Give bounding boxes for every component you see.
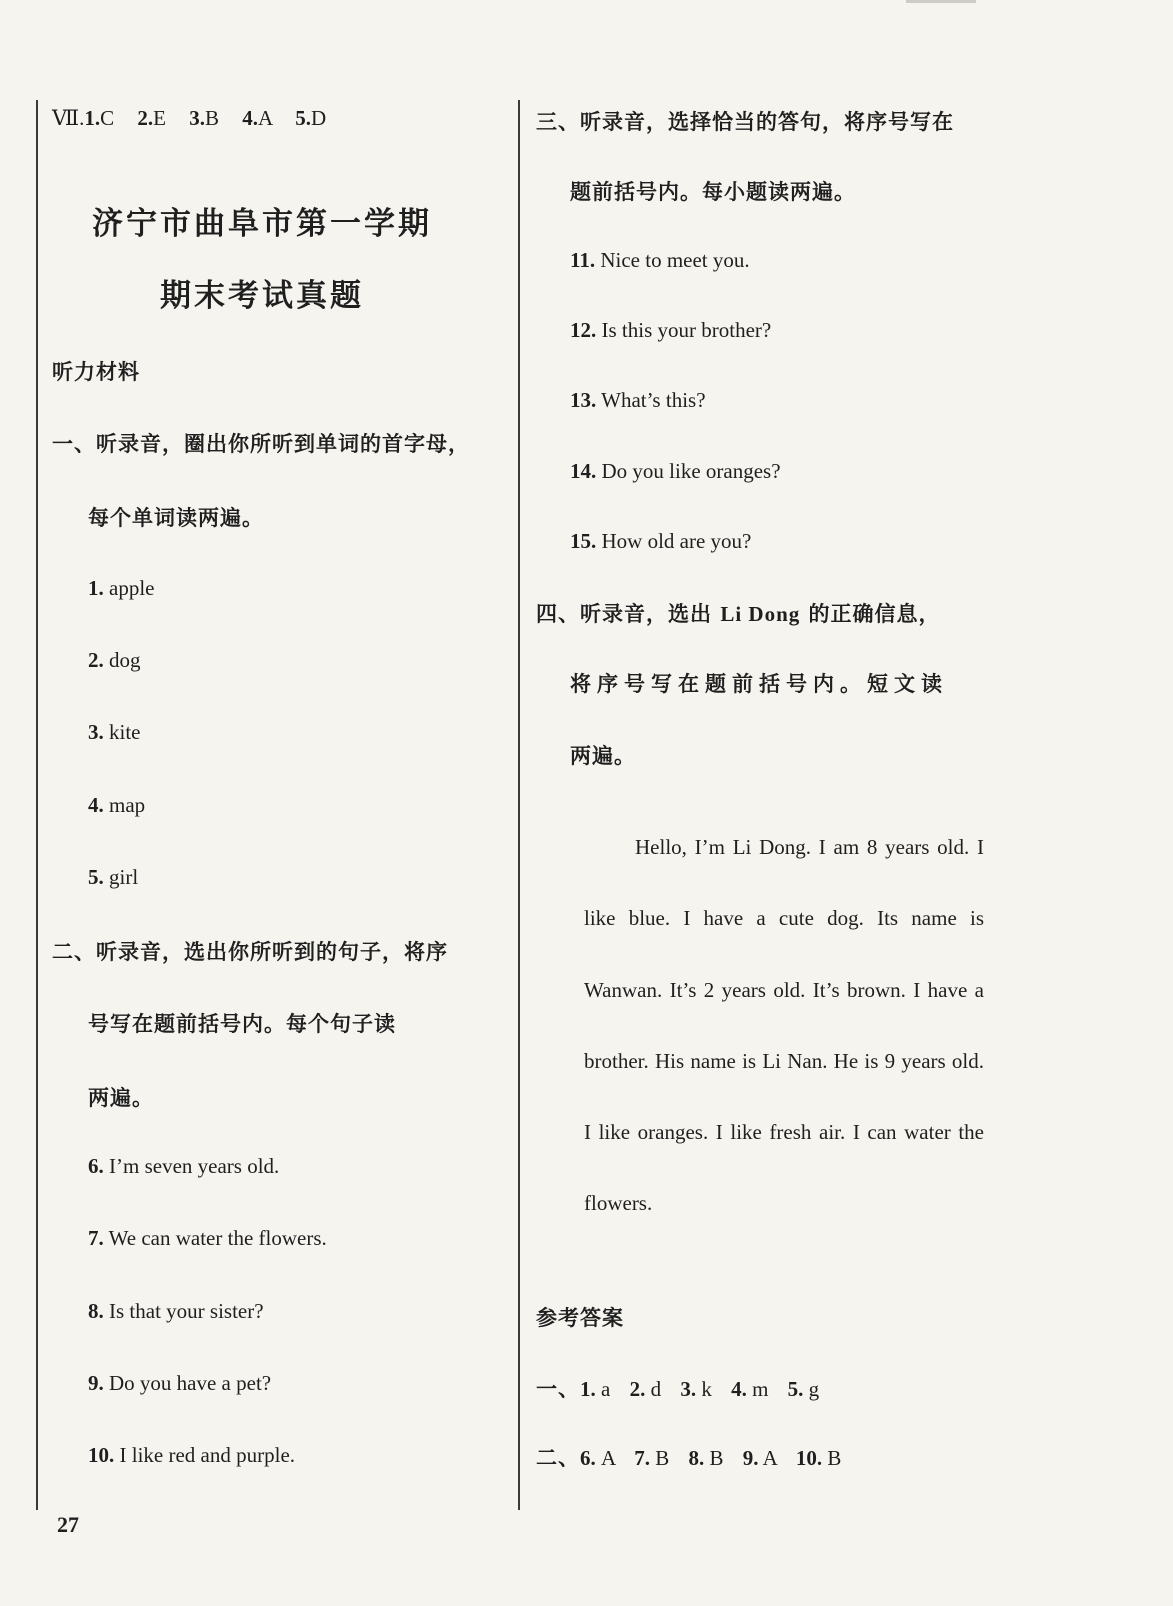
item-text: Is this your brother?	[601, 318, 772, 342]
answer-val: d	[650, 1377, 662, 1401]
left-margin-rule	[36, 100, 38, 1510]
item-text: Do you like oranges?	[601, 459, 781, 483]
list-item	[570, 459, 781, 484]
item-number: 14.	[570, 459, 597, 483]
answer-line-vii	[52, 106, 326, 131]
answer-val: B	[709, 1446, 724, 1470]
item-number: 2.	[88, 648, 104, 672]
item-text: How old are you?	[601, 529, 752, 553]
item-number: 12.	[570, 318, 597, 342]
answer-val: A	[257, 106, 272, 130]
answer-num: 10.	[795, 1446, 823, 1470]
item-text: I like red and purple.	[119, 1443, 296, 1467]
item-text: What’s this?	[601, 388, 706, 412]
exam-title-line1: 济宁市曲阜市第一学期	[92, 206, 432, 242]
list-item	[88, 1371, 271, 1396]
answer-row-2	[536, 1442, 841, 1472]
list-item	[88, 1226, 327, 1251]
part4-name: Li Dong	[720, 602, 801, 626]
item-text: We can water the flowers.	[108, 1226, 327, 1250]
item-number: 5.	[88, 865, 104, 889]
answer-val: B	[827, 1446, 842, 1470]
list-item	[88, 720, 141, 745]
item-text: map	[109, 793, 146, 817]
item-text: I’m seven years old.	[109, 1154, 280, 1178]
answer-num: 2.	[137, 106, 154, 130]
listening-passage: Hello, I’m Li Dong. I am 8 years old. I like blue. I have a cute dog. Its name is Wanwan. It’s 2 years old. It’s brown. I have a brother. His name is Li Nan. He is 9 years old. I like oranges. I like fresh air. I can water the flowers.	[584, 835, 984, 1216]
list-item	[570, 388, 706, 413]
item-number: 6.	[88, 1154, 104, 1178]
item-number: 3.	[88, 720, 104, 744]
item-number: 15.	[570, 529, 597, 553]
list-item	[88, 865, 138, 890]
list-item	[88, 576, 154, 601]
answer-val: C	[100, 106, 115, 130]
exam-title-line2: 期末考试真题	[160, 278, 364, 314]
item-text: Nice to meet you.	[600, 248, 750, 272]
item-text: apple	[109, 576, 155, 600]
list-item	[88, 648, 141, 673]
answer-row-prefix: 二、	[536, 1446, 580, 1470]
list-item	[88, 793, 145, 818]
page-number: 27	[57, 1512, 79, 1537]
answer-val: g	[808, 1377, 820, 1401]
answer-row-1	[536, 1373, 819, 1403]
answer-val: a	[601, 1377, 611, 1401]
item-text: dog	[109, 648, 141, 672]
item-text: Do you have a pet?	[109, 1371, 272, 1395]
part4-instruction-line2: 将序号写在题前括号内。短文读	[570, 672, 948, 696]
item-number: 8.	[88, 1299, 104, 1323]
answer-num: 6.	[580, 1446, 596, 1470]
item-text: Is that your sister?	[109, 1299, 264, 1323]
item-text: girl	[109, 865, 139, 889]
answer-num: 7.	[634, 1446, 651, 1470]
part4-instruction-line3: 两遍。	[570, 744, 636, 768]
answer-val: k	[701, 1377, 712, 1401]
part3-instruction-line2: 题前括号内。每小题读两遍。	[570, 180, 856, 204]
answer-num: 1.	[84, 106, 101, 130]
answer-num: 9.	[742, 1446, 759, 1470]
part1-instruction-line2: 每个单词读两遍。	[88, 506, 264, 530]
answer-row-prefix: 一、	[536, 1377, 580, 1401]
answer-val: B	[655, 1446, 670, 1470]
answer-num: 3.	[189, 106, 205, 130]
answer-num: 5.	[295, 106, 311, 130]
answer-val: D	[310, 106, 327, 130]
scan-mark	[906, 0, 976, 3]
section-heading: 听力材料	[52, 360, 140, 384]
answer-num: 2.	[629, 1377, 646, 1401]
part4-instruction-line1	[536, 598, 941, 628]
item-text: kite	[109, 720, 141, 744]
item-number: 7.	[88, 1226, 104, 1250]
answer-val: A	[762, 1446, 777, 1470]
part2-instruction-line3: 两遍。	[88, 1086, 154, 1110]
answer-num: 5.	[787, 1377, 804, 1401]
answers-heading: 参考答案	[536, 1306, 624, 1330]
list-item	[88, 1299, 264, 1324]
item-number: 11.	[570, 248, 596, 272]
answer-num: 3.	[680, 1377, 697, 1401]
part2-instruction-line1: 二、听录音，选出你所听到的句子，将序	[52, 940, 448, 964]
answer-num: 1.	[580, 1377, 596, 1401]
part3-instruction-line1: 三、听录音，选择恰当的答句，将序号写在	[536, 110, 954, 134]
part1-instruction-line1: 一、听录音，圈出你所听到单词的首字母，	[52, 432, 470, 456]
column-divider	[518, 100, 520, 1510]
answer-num: 8.	[688, 1446, 705, 1470]
answer-val: B	[204, 106, 219, 130]
item-number: 9.	[88, 1371, 104, 1395]
item-number: 10.	[88, 1443, 115, 1467]
answer-val: A	[601, 1446, 616, 1470]
answer-num: 4.	[731, 1377, 747, 1401]
item-number: 4.	[88, 793, 104, 817]
item-number: 1.	[88, 576, 104, 600]
item-number: 13.	[570, 388, 597, 412]
list-item	[570, 529, 751, 554]
answer-val: E	[153, 106, 166, 130]
part2-instruction-line2: 号写在题前括号内。每个句子读	[88, 1012, 396, 1036]
list-item	[88, 1443, 295, 1468]
answer-num: 4.	[242, 106, 258, 130]
list-item	[570, 248, 750, 273]
list-item	[88, 1154, 279, 1179]
answer-line-prefix: Ⅶ.	[52, 106, 85, 130]
list-item	[570, 318, 771, 343]
part4-text-a: 四、听录音，选出	[536, 602, 721, 626]
answer-val: m	[752, 1377, 769, 1401]
part4-text-c: 的正确信息，	[800, 602, 941, 626]
